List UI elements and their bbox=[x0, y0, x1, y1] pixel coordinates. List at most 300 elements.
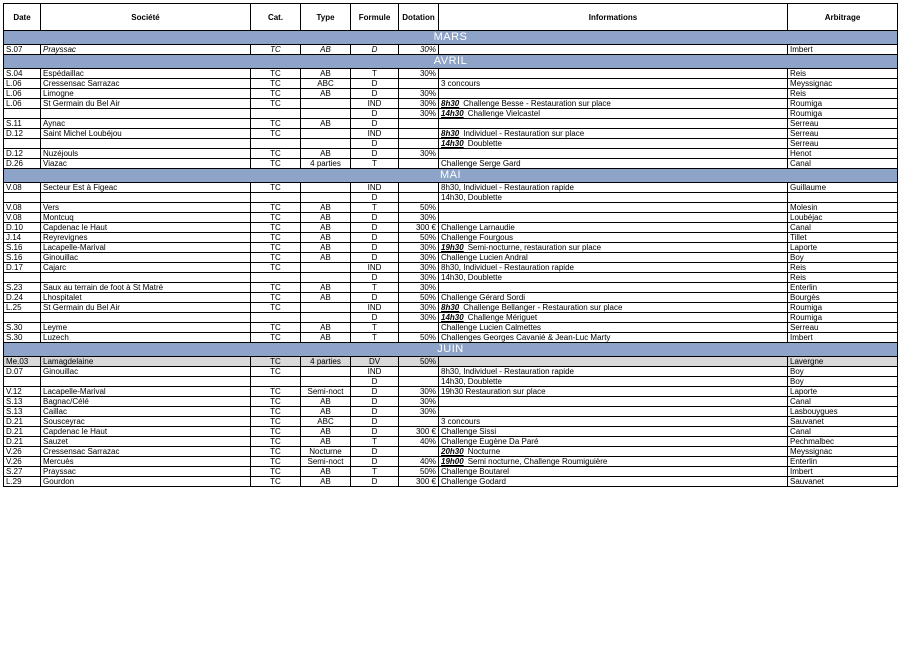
cell-formule: D bbox=[351, 397, 399, 407]
table-row bbox=[4, 69, 898, 79]
cell-type bbox=[301, 263, 351, 273]
cell-formule: D bbox=[351, 477, 399, 487]
cell-societe: Leyme bbox=[41, 323, 251, 333]
month-header-row bbox=[4, 55, 898, 69]
cell-info bbox=[439, 69, 788, 79]
cell-formule: D bbox=[351, 213, 399, 223]
cell-dotation bbox=[399, 323, 439, 333]
cell-type: 4 parties bbox=[301, 159, 351, 169]
cell-type bbox=[301, 273, 351, 283]
info-text: Challenge Vielcastel bbox=[467, 109, 541, 118]
cell-arbitrage: Lavergne bbox=[788, 357, 898, 367]
cell-type: AB bbox=[301, 407, 351, 417]
cell-arbitrage: Imbert bbox=[788, 333, 898, 343]
info-text: Semi-nocturne, restauration sur place bbox=[467, 243, 602, 252]
cell-info: 3 concours bbox=[439, 417, 788, 427]
cell-cat: TC bbox=[251, 357, 301, 367]
table-row bbox=[4, 457, 898, 467]
table-row bbox=[4, 367, 898, 377]
table-row bbox=[4, 99, 898, 109]
cell-societe: Sousceyrac bbox=[41, 417, 251, 427]
cell-dotation bbox=[399, 79, 439, 89]
cell-formule: D bbox=[351, 223, 399, 233]
cell-type: AB bbox=[301, 397, 351, 407]
cell-dotation: 30% bbox=[399, 45, 439, 55]
cell-societe: Sauzet bbox=[41, 437, 251, 447]
cell-formule: D bbox=[351, 387, 399, 397]
cell-societe bbox=[41, 377, 251, 387]
cell-cat: TC bbox=[251, 263, 301, 273]
header-type: Type bbox=[301, 4, 351, 31]
time-label: 19h30 bbox=[441, 243, 464, 252]
cell-arbitrage: Boy bbox=[788, 377, 898, 387]
cell-arbitrage: Sauvanet bbox=[788, 477, 898, 487]
table-row bbox=[4, 253, 898, 263]
cell-arbitrage: Serreau bbox=[788, 323, 898, 333]
cell-type: 4 parties bbox=[301, 357, 351, 367]
cell-formule: D bbox=[351, 427, 399, 437]
cell-info bbox=[439, 203, 788, 213]
cell-info bbox=[439, 407, 788, 417]
cell-societe: Mercuès bbox=[41, 457, 251, 467]
cell-dotation bbox=[399, 193, 439, 203]
header-informations: Informations bbox=[439, 4, 788, 31]
cell-date: S.30 bbox=[4, 333, 41, 343]
cell-cat: TC bbox=[251, 149, 301, 159]
cell-type: AB bbox=[301, 233, 351, 243]
cell-cat: TC bbox=[251, 99, 301, 109]
cell-info bbox=[439, 139, 788, 149]
cell-cat: TC bbox=[251, 293, 301, 303]
cell-arbitrage: Canal bbox=[788, 223, 898, 233]
cell-info: Challenge Fourgous bbox=[439, 233, 788, 243]
cell-societe: Limogne bbox=[41, 89, 251, 99]
table-row bbox=[4, 323, 898, 333]
cell-type: AB bbox=[301, 253, 351, 263]
cell-info bbox=[439, 213, 788, 223]
table-row bbox=[4, 333, 898, 343]
table-row bbox=[4, 477, 898, 487]
cell-type: ABC bbox=[301, 417, 351, 427]
cell-cat: TC bbox=[251, 183, 301, 193]
cell-arbitrage: Meyssignac bbox=[788, 447, 898, 457]
cell-date: Me.03 bbox=[4, 357, 41, 367]
cell-type: AB bbox=[301, 427, 351, 437]
cell-date bbox=[4, 273, 41, 283]
cell-formule: D bbox=[351, 313, 399, 323]
cell-arbitrage: Reis bbox=[788, 273, 898, 283]
header-dotation: Dotation bbox=[399, 4, 439, 31]
cell-formule: T bbox=[351, 333, 399, 343]
cell-dotation: 30% bbox=[399, 283, 439, 293]
cell-dotation: 50% bbox=[399, 293, 439, 303]
header-arbitrage: Arbitrage bbox=[788, 4, 898, 31]
month-header-row bbox=[4, 343, 898, 357]
cell-type: AB bbox=[301, 293, 351, 303]
cell-cat: TC bbox=[251, 243, 301, 253]
cell-arbitrage: Loubéjac bbox=[788, 213, 898, 223]
cell-arbitrage: Lasbouygues bbox=[788, 407, 898, 417]
cell-dotation: 30% bbox=[399, 273, 439, 283]
cell-arbitrage: Boy bbox=[788, 367, 898, 377]
cell-dotation bbox=[399, 119, 439, 129]
cell-formule: D bbox=[351, 447, 399, 457]
table-row bbox=[4, 467, 898, 477]
cell-cat: TC bbox=[251, 79, 301, 89]
cell-formule: D bbox=[351, 243, 399, 253]
cell-societe bbox=[41, 273, 251, 283]
cell-type: AB bbox=[301, 69, 351, 79]
cell-date: L.25 bbox=[4, 303, 41, 313]
cell-dotation: 30% bbox=[399, 109, 439, 119]
cell-info: Challenge Gérard Sordi bbox=[439, 293, 788, 303]
cell-info bbox=[439, 397, 788, 407]
month-label: MAI bbox=[4, 169, 898, 183]
cell-info bbox=[439, 89, 788, 99]
cell-dotation bbox=[399, 377, 439, 387]
cell-arbitrage: Henot bbox=[788, 149, 898, 159]
cell-type bbox=[301, 377, 351, 387]
cell-arbitrage: Enterlin bbox=[788, 283, 898, 293]
table-row bbox=[4, 387, 898, 397]
month-header-row bbox=[4, 169, 898, 183]
table-row bbox=[4, 263, 898, 273]
cell-dotation: 50% bbox=[399, 233, 439, 243]
cell-date bbox=[4, 109, 41, 119]
cell-date: V.26 bbox=[4, 457, 41, 467]
table-row bbox=[4, 159, 898, 169]
cell-societe: Lamagdelaine bbox=[41, 357, 251, 367]
cell-arbitrage: Laporte bbox=[788, 387, 898, 397]
cell-societe: St Germain du Bel Air bbox=[41, 99, 251, 109]
cell-date: L.06 bbox=[4, 79, 41, 89]
header-date: Date bbox=[4, 4, 41, 31]
cell-type: AB bbox=[301, 89, 351, 99]
cell-info bbox=[439, 303, 788, 313]
cell-cat bbox=[251, 273, 301, 283]
cell-dotation bbox=[399, 129, 439, 139]
cell-arbitrage: Imbert bbox=[788, 467, 898, 477]
cell-formule: IND bbox=[351, 367, 399, 377]
cell-info: 8h30, Individuel - Restauration rapide bbox=[439, 367, 788, 377]
cell-societe: Vers bbox=[41, 203, 251, 213]
cell-info bbox=[439, 149, 788, 159]
table-row bbox=[4, 407, 898, 417]
cell-formule: DV bbox=[351, 357, 399, 367]
cell-arbitrage: Roumiga bbox=[788, 303, 898, 313]
cell-date: D.21 bbox=[4, 417, 41, 427]
cell-cat: TC bbox=[251, 159, 301, 169]
cell-cat: TC bbox=[251, 119, 301, 129]
header-formule: Formule bbox=[351, 4, 399, 31]
cell-date: D.07 bbox=[4, 367, 41, 377]
cell-societe: Secteur Est à Figeac bbox=[41, 183, 251, 193]
cell-date bbox=[4, 139, 41, 149]
cell-formule: T bbox=[351, 203, 399, 213]
table-row bbox=[4, 377, 898, 387]
cell-type: ABC bbox=[301, 79, 351, 89]
competition-calendar-table bbox=[3, 3, 898, 487]
cell-dotation: 30% bbox=[399, 253, 439, 263]
table-row bbox=[4, 129, 898, 139]
cell-dotation: 40% bbox=[399, 437, 439, 447]
time-label: 8h30 bbox=[441, 99, 460, 108]
cell-type: AB bbox=[301, 243, 351, 253]
table-row bbox=[4, 193, 898, 203]
cell-info bbox=[439, 283, 788, 293]
cell-date: S.13 bbox=[4, 397, 41, 407]
cell-type bbox=[301, 129, 351, 139]
table-row bbox=[4, 293, 898, 303]
cell-dotation: 30% bbox=[399, 263, 439, 273]
time-label: 14h30 bbox=[441, 109, 464, 118]
cell-societe bbox=[41, 109, 251, 119]
cell-cat: TC bbox=[251, 203, 301, 213]
cell-cat: TC bbox=[251, 45, 301, 55]
cell-formule: T bbox=[351, 437, 399, 447]
cell-date: L.06 bbox=[4, 89, 41, 99]
cell-dotation: 30% bbox=[399, 387, 439, 397]
cell-arbitrage: Imbert bbox=[788, 45, 898, 55]
table-row bbox=[4, 233, 898, 243]
cell-info: 14h30, Doublette bbox=[439, 193, 788, 203]
cell-info: Challenge Godard bbox=[439, 477, 788, 487]
table-row bbox=[4, 183, 898, 193]
cell-societe: Lhospitalet bbox=[41, 293, 251, 303]
cell-formule: D bbox=[351, 233, 399, 243]
cell-societe: Reyrevignes bbox=[41, 233, 251, 243]
cell-dotation: 30% bbox=[399, 407, 439, 417]
cell-societe: Viazac bbox=[41, 159, 251, 169]
cell-dotation bbox=[399, 417, 439, 427]
cell-societe: Saint Michel Loubéjou bbox=[41, 129, 251, 139]
cell-type: AB bbox=[301, 323, 351, 333]
cell-info bbox=[439, 45, 788, 55]
cell-cat: TC bbox=[251, 427, 301, 437]
table-row bbox=[4, 89, 898, 99]
cell-arbitrage: Serreau bbox=[788, 139, 898, 149]
cell-date: D.12 bbox=[4, 129, 41, 139]
cell-cat: TC bbox=[251, 467, 301, 477]
cell-date: D.26 bbox=[4, 159, 41, 169]
cell-cat: TC bbox=[251, 129, 301, 139]
cell-cat bbox=[251, 139, 301, 149]
time-label: 19h00 bbox=[441, 457, 464, 466]
cell-cat: TC bbox=[251, 437, 301, 447]
cell-societe: Prayssac bbox=[41, 467, 251, 477]
time-label: 8h30 bbox=[441, 303, 460, 312]
table-row bbox=[4, 397, 898, 407]
cell-dotation: 30% bbox=[399, 243, 439, 253]
cell-societe: Cajarc bbox=[41, 263, 251, 273]
cell-type: AB bbox=[301, 149, 351, 159]
cell-societe: Nuzéjouls bbox=[41, 149, 251, 159]
cell-formule: D bbox=[351, 417, 399, 427]
cell-formule: D bbox=[351, 193, 399, 203]
info-text: Challenge Bellanger - Restauration sur place bbox=[463, 303, 623, 312]
cell-formule: T bbox=[351, 283, 399, 293]
cell-formule: IND bbox=[351, 129, 399, 139]
cell-info: Challenge Sissi bbox=[439, 427, 788, 437]
cell-societe: Lacapelle-Marival bbox=[41, 243, 251, 253]
cell-info: Challenge Eugène Da Paré bbox=[439, 437, 788, 447]
cell-date: S.07 bbox=[4, 45, 41, 55]
cell-dotation: 30% bbox=[399, 149, 439, 159]
cell-arbitrage: Canal bbox=[788, 397, 898, 407]
cell-cat: TC bbox=[251, 367, 301, 377]
table-row bbox=[4, 203, 898, 213]
cell-date: L.29 bbox=[4, 477, 41, 487]
table-row bbox=[4, 223, 898, 233]
table-row bbox=[4, 109, 898, 119]
cell-societe: Bagnac/Célé bbox=[41, 397, 251, 407]
cell-date: D.21 bbox=[4, 427, 41, 437]
cell-arbitrage: Pechmalbec bbox=[788, 437, 898, 447]
cell-societe: Cressensac Sarrazac bbox=[41, 79, 251, 89]
cell-cat: TC bbox=[251, 69, 301, 79]
cell-cat: TC bbox=[251, 213, 301, 223]
cell-date: D.24 bbox=[4, 293, 41, 303]
cell-arbitrage: Reis bbox=[788, 89, 898, 99]
table-row bbox=[4, 303, 898, 313]
cell-cat bbox=[251, 109, 301, 119]
cell-cat: TC bbox=[251, 397, 301, 407]
table-row bbox=[4, 243, 898, 253]
header-row bbox=[4, 4, 898, 31]
cell-date: V.08 bbox=[4, 183, 41, 193]
cell-formule: D bbox=[351, 457, 399, 467]
cell-societe: Capdenac le Haut bbox=[41, 223, 251, 233]
cell-type: Semi-noct bbox=[301, 457, 351, 467]
cell-dotation: 50% bbox=[399, 333, 439, 343]
month-label: AVRIL bbox=[4, 55, 898, 69]
cell-cat bbox=[251, 313, 301, 323]
cell-arbitrage: Reis bbox=[788, 263, 898, 273]
cell-type bbox=[301, 367, 351, 377]
cell-societe: Gourdon bbox=[41, 477, 251, 487]
cell-info bbox=[439, 243, 788, 253]
cell-type: AB bbox=[301, 119, 351, 129]
cell-type: AB bbox=[301, 203, 351, 213]
cell-info bbox=[439, 109, 788, 119]
cell-date: V.08 bbox=[4, 213, 41, 223]
cell-societe: Lacapelle-Marival bbox=[41, 387, 251, 397]
cell-info bbox=[439, 357, 788, 367]
cell-date: V.08 bbox=[4, 203, 41, 213]
cell-arbitrage: Canal bbox=[788, 427, 898, 437]
cell-info bbox=[439, 313, 788, 323]
cell-type: AB bbox=[301, 213, 351, 223]
cell-info: 14h30, Doublette bbox=[439, 377, 788, 387]
cell-type: AB bbox=[301, 45, 351, 55]
cell-arbitrage: Laporte bbox=[788, 243, 898, 253]
cell-cat: TC bbox=[251, 477, 301, 487]
cell-societe: St Germain du Bel Air bbox=[41, 303, 251, 313]
cell-dotation: 30% bbox=[399, 69, 439, 79]
cell-cat bbox=[251, 193, 301, 203]
cell-cat: TC bbox=[251, 417, 301, 427]
cell-dotation: 30% bbox=[399, 313, 439, 323]
table-row bbox=[4, 447, 898, 457]
cell-type: AB bbox=[301, 437, 351, 447]
cell-info bbox=[439, 447, 788, 457]
cell-date: S.23 bbox=[4, 283, 41, 293]
cell-cat: TC bbox=[251, 387, 301, 397]
cell-arbitrage: Sauvanet bbox=[788, 417, 898, 427]
cell-type bbox=[301, 183, 351, 193]
cell-info bbox=[439, 129, 788, 139]
table-row bbox=[4, 119, 898, 129]
cell-arbitrage: Serreau bbox=[788, 129, 898, 139]
cell-date bbox=[4, 193, 41, 203]
cell-arbitrage: Roumiga bbox=[788, 109, 898, 119]
cell-societe: Caillac bbox=[41, 407, 251, 417]
cell-dotation: 50% bbox=[399, 357, 439, 367]
table-row bbox=[4, 357, 898, 367]
cell-societe: Cressensac Sarrazac bbox=[41, 447, 251, 457]
header-societe: Société bbox=[41, 4, 251, 31]
cell-info: Challenge Boutarel bbox=[439, 467, 788, 477]
cell-formule: T bbox=[351, 69, 399, 79]
cell-cat: TC bbox=[251, 223, 301, 233]
cell-type: Nocturne bbox=[301, 447, 351, 457]
table-row bbox=[4, 417, 898, 427]
cell-cat: TC bbox=[251, 303, 301, 313]
table-row bbox=[4, 283, 898, 293]
cell-info: 19h30 Restauration sur place bbox=[439, 387, 788, 397]
cell-dotation: 30% bbox=[399, 303, 439, 313]
time-label: 8h30 bbox=[441, 129, 460, 138]
cell-formule: D bbox=[351, 45, 399, 55]
cell-cat: TC bbox=[251, 323, 301, 333]
cell-date: S.30 bbox=[4, 323, 41, 333]
cell-date: S.27 bbox=[4, 467, 41, 477]
cell-societe: Espédaillac bbox=[41, 69, 251, 79]
cell-arbitrage: Boy bbox=[788, 253, 898, 263]
table-row bbox=[4, 139, 898, 149]
time-label: 14h30 bbox=[441, 313, 464, 322]
cell-type bbox=[301, 109, 351, 119]
time-label: 14h30 bbox=[441, 139, 464, 148]
cell-type bbox=[301, 139, 351, 149]
cell-info: 3 concours bbox=[439, 79, 788, 89]
cell-date: L.06 bbox=[4, 99, 41, 109]
cell-dotation: 30% bbox=[399, 99, 439, 109]
table-row bbox=[4, 149, 898, 159]
cell-type bbox=[301, 193, 351, 203]
cell-arbitrage: Meyssignac bbox=[788, 79, 898, 89]
cell-info bbox=[439, 99, 788, 109]
month-label: MARS bbox=[4, 31, 898, 45]
time-label: 20h30 bbox=[441, 447, 464, 456]
cell-arbitrage: Enterlin bbox=[788, 457, 898, 467]
cell-societe: Saux au terrain de foot à St Matré bbox=[41, 283, 251, 293]
cell-formule: D bbox=[351, 119, 399, 129]
cell-arbitrage: Guillaume bbox=[788, 183, 898, 193]
cell-dotation bbox=[399, 367, 439, 377]
cell-date: S.16 bbox=[4, 243, 41, 253]
info-text: Doublette bbox=[467, 139, 502, 148]
month-label: JUIN bbox=[4, 343, 898, 357]
table-row bbox=[4, 213, 898, 223]
cell-info: Challenge Serge Gard bbox=[439, 159, 788, 169]
cell-type: AB bbox=[301, 477, 351, 487]
cell-dotation: 300 € bbox=[399, 477, 439, 487]
cell-info bbox=[439, 119, 788, 129]
cell-info: 14h30, Doublette bbox=[439, 273, 788, 283]
table-row bbox=[4, 45, 898, 55]
cell-dotation bbox=[399, 183, 439, 193]
